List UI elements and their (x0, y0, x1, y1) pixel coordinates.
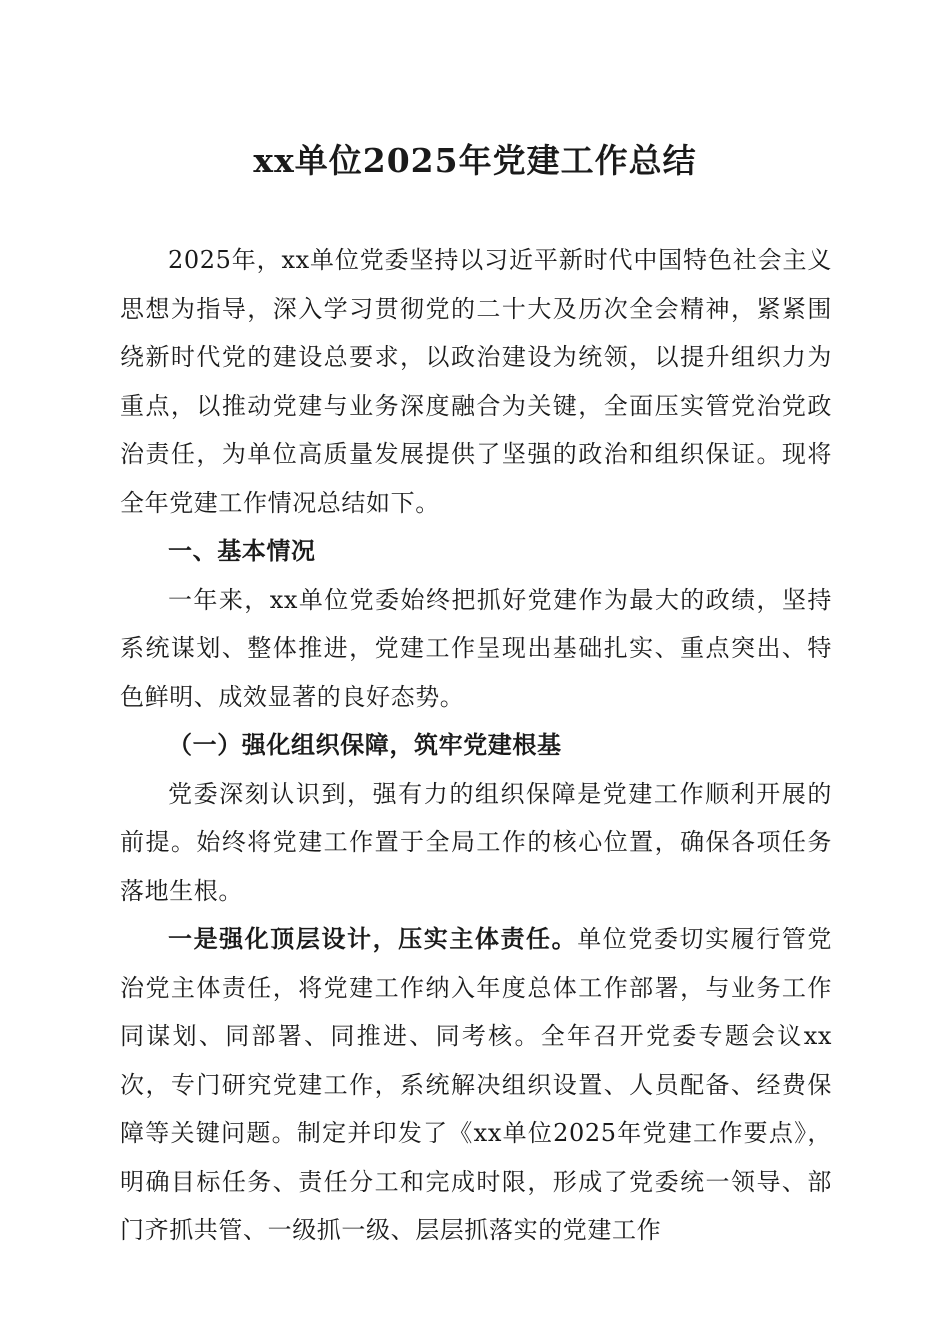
intro-paragraph: 2025年，xx单位党委坚持以习近平新时代中国特色社会主义思想为指导，深入学习贯彻党的二十大及历次全会精神，紧紧围绕新时代党的建设总要求，以政治建设为统领，以提升组织力为重点，以推动党建与业务深度融合为关键，全面压实管党治党政治责任，为单位高质量发展提供了坚强的政治和组织保证。现将全年党建工作情况总结如下。 (120, 246, 832, 517)
point1-text: 单位党委切实履行管党治党主体责任，将党建工作纳入年度总体工作部署，与业务工作同谋划、同部署、同推进、同考核。全年召开党委专题会议xx次，专门研究党建工作，系统解决组织设置、人员配备、经费保障等关键问题。制定并印发了《xx单位2025年党建工作要点》，明确目标任务、责任分工和完成时限，形成了党委统一领导、部门齐抓共管、一级抓一级、层层抓落实的党建工作 (120, 925, 832, 1244)
subsection1-paragraph: 党委深刻认识到，强有力的组织保障是党建工作顺利开展的前提。始终将党建工作置于全局工作的核心位置，确保各项任务落地生根。 (120, 779, 832, 905)
point1-paragraph (120, 915, 832, 1255)
document-title: xx单位2025年党建工作总结 (253, 141, 697, 180)
subsection-heading-organization: （一）强化组织保障，筑牢党建根基 (168, 730, 562, 759)
document-body (120, 236, 832, 1255)
section-heading-basic-situation: 一、基本情况 (168, 537, 316, 565)
section1-paragraph: 一年来，xx单位党委始终把抓好党建作为最大的政绩，坚持系统谋划、整体推进，党建工作呈现出基础扎实、重点突出、特色鲜明、成效显著的良好态势。 (120, 585, 832, 711)
point1-lead: 一是强化顶层设计，压实主体责任。 (168, 924, 578, 953)
